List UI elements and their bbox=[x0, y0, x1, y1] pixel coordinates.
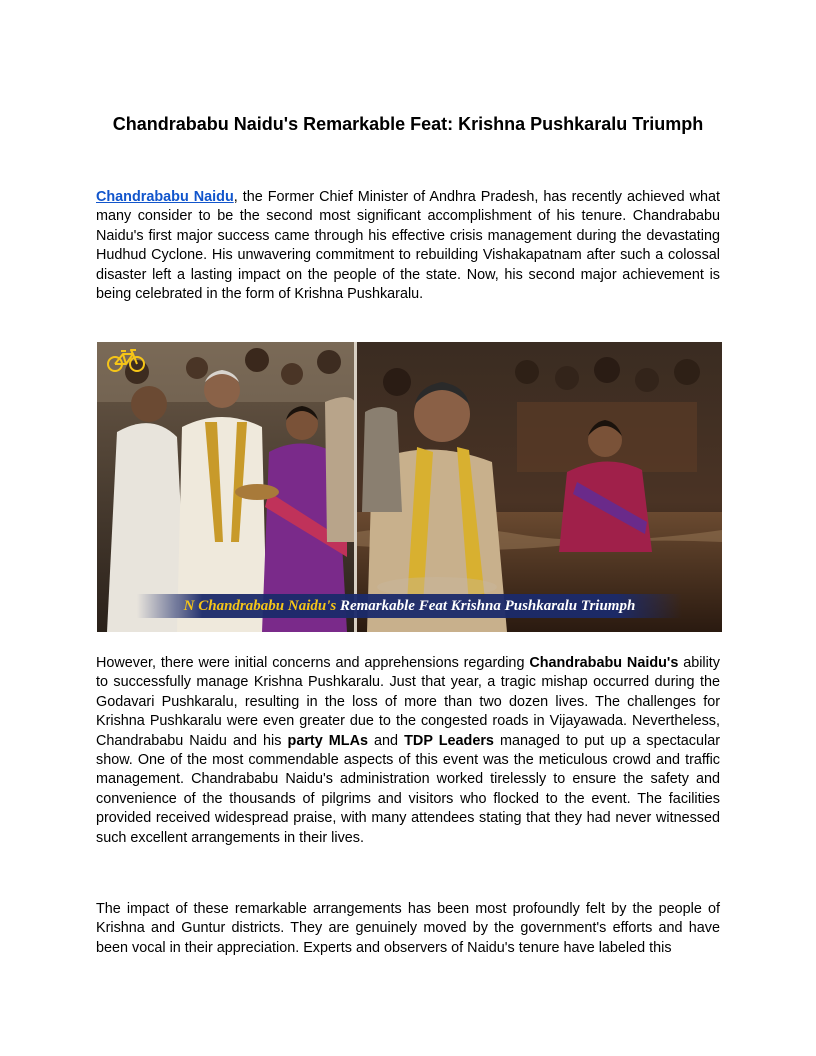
paragraph-text: ability to successfully manage Krishna Pushkaralu. Just that year, a tragic mishap occurred during the Godavari Pushkaralu, resulting in the loss of more than two dozen lives. The challenges for Krishna Pushkaralu were even greater due to the congested roads in Vijayawada. Nevertheless, Chandrababu Naidu and his bbox=[96, 655, 720, 749]
paragraph-text: managed to put up a spectacular show. One of the most commendable aspects of this event was the meticulous crowd and traffic management. Chandrababu Naidu's administration worked tirelessly to ensure the safety and convenience of the thousands of pilgrims and visitors who flocked to the event. The facilities provided received widespread praise, with many attendees stating that they had never witnessed such excellent arrangements in their lives. bbox=[96, 732, 720, 846]
paragraph-intro bbox=[96, 188, 720, 304]
paragraph-intro-text: , the Former Chief Minister of Andhra Pradesh, has recently achieved what many consider to be the second most significant accomplishment of his tenure. Chandrababu Naidu's first major success came through his effective crisis management during the devastating Hudhud Cyclone. His unwavering commitment to rebuilding Vishakapatnam after such a colossal disaster left a lasting impact on the people of the state. Now, his second major achievement is being celebrated in the form of Krishna Pushkaralu. bbox=[96, 189, 721, 303]
bold-text: Chandrababu Naidu's bbox=[529, 655, 679, 671]
paragraph-text: However, there were initial concerns and apprehensions regarding bbox=[96, 655, 530, 671]
bold-text: party MLAs bbox=[287, 732, 368, 749]
photo-caption bbox=[97, 597, 722, 615]
paragraph-concerns bbox=[96, 654, 720, 848]
photo-caption-rest: Remarkable Feat Krishna Pushkaralu Triumph bbox=[336, 598, 636, 614]
paragraph-text: and bbox=[367, 732, 405, 749]
article-photo bbox=[97, 342, 722, 632]
paragraph-impact: The impact of these remarkable arrangements has been most profoundly felt by the people of Krishna and Guntur districts. They are genuinely moved by the government's efforts and have been vocal in their appreciation. Experts and observers of Naidu's tenure have labeled this bbox=[96, 901, 720, 956]
photo-scene bbox=[97, 342, 722, 632]
photo-caption-highlight: N Chandrababu Naidu's bbox=[183, 598, 337, 614]
chandrababu-naidu-link[interactable]: Chandrababu Naidu bbox=[96, 189, 234, 205]
bold-text: TDP Leaders bbox=[404, 732, 494, 749]
page-title: Chandrababu Naidu's Remarkable Feat: Krishna Pushkaralu Triumph bbox=[112, 114, 704, 134]
